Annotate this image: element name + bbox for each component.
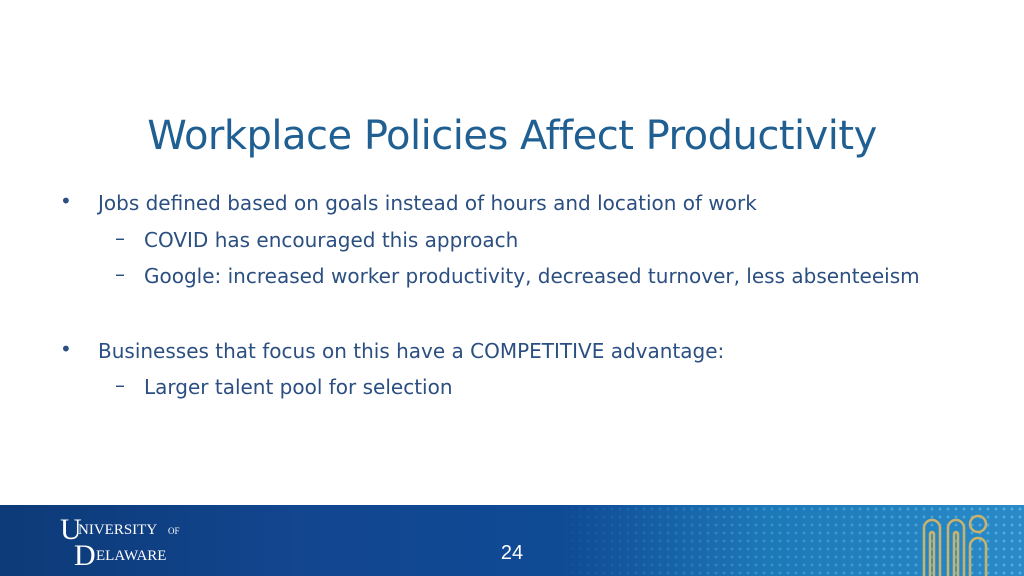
bullet-marker: • — [60, 337, 72, 361]
logo-delaware: ELAWARE — [96, 548, 167, 564]
bullet-1: Jobs defined based on goals instead of hours and location of work — [98, 191, 757, 215]
dash-marker: – — [115, 373, 125, 397]
page-number: 24 — [500, 542, 524, 564]
dash-marker: – — [115, 226, 125, 250]
university-logo — [60, 513, 210, 569]
slide-title: Workplace Policies Affect Productivity — [147, 112, 877, 159]
decorative-shapes-icon — [920, 512, 990, 576]
bullet-marker: • — [60, 189, 72, 213]
bullet-1-sub-1: COVID has encouraged this approach — [144, 228, 519, 252]
dash-marker: – — [115, 262, 125, 286]
bullet-2: Businesses that focus on this have a COMPETITIVE advantage: — [98, 339, 725, 363]
bullet-1-sub-2: Google: increased worker productivity, decreased turnover, less absenteeism — [144, 264, 920, 288]
logo-d: D — [74, 539, 96, 569]
logo-of: OF — [168, 526, 180, 536]
logo-university: NIVERSITY — [78, 522, 158, 538]
bullet-2-sub-1: Larger talent pool for selection — [144, 375, 453, 399]
logo-u: U — [60, 513, 82, 546]
